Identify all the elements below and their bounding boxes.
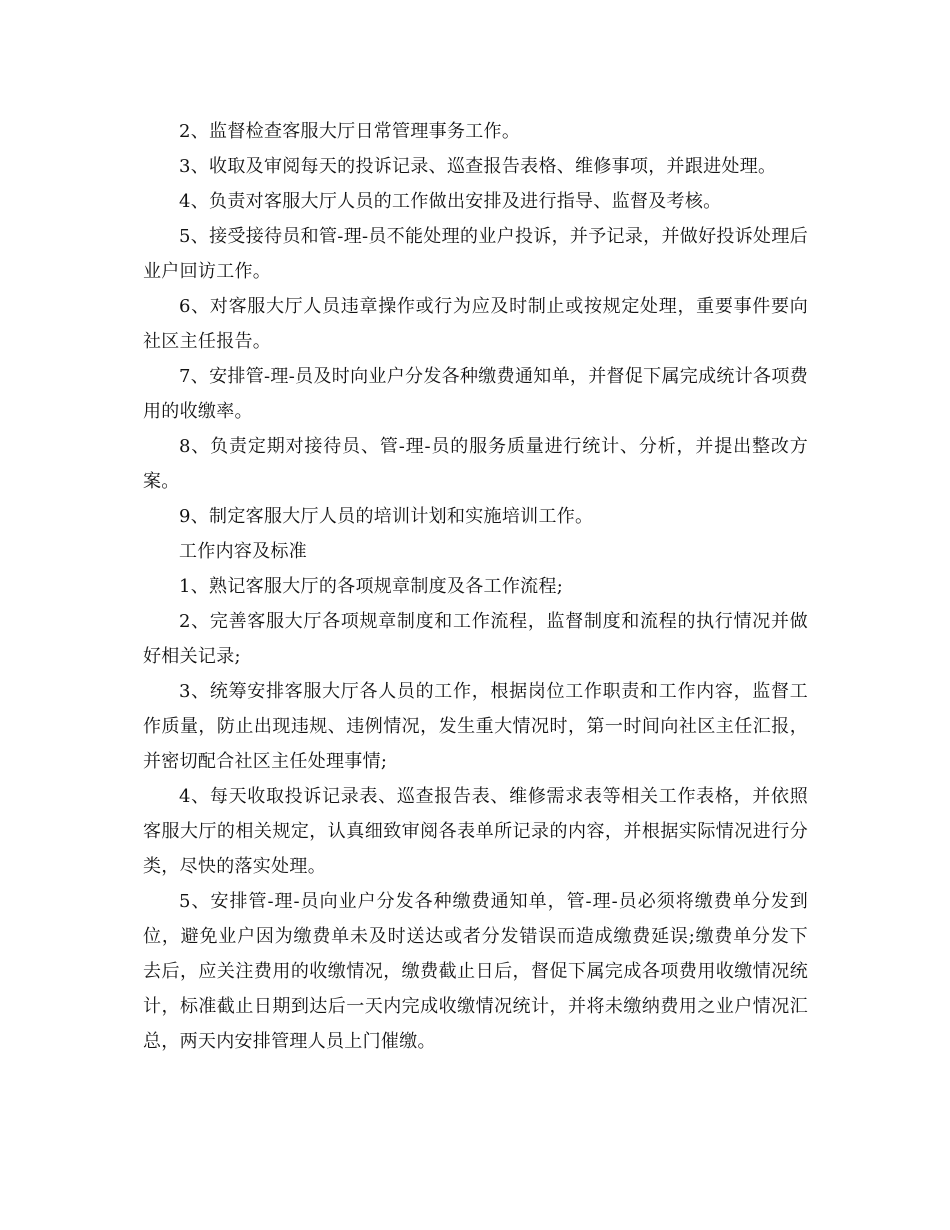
paragraph-duty-6: 6、对客服大厅人员违章操作或行为应及时制止或按规定处理，重要事件要向社区主任报告。 [143,296,808,352]
paragraph-standard-3: 3、统筹安排客服大厅各人员的工作，根据岗位工作职责和工作内容，监督工作质量，防止出现违规、违例情况，发生重大情况时，第一时间向社区主任汇报，并密切配合社区主任处理事情; [143,681,808,772]
paragraph-standard-2: 2、完善客服大厅各项规章制度和工作流程，监督制度和流程的执行情况并做好相关记录; [143,611,808,667]
document-body [143,114,808,1059]
paragraph-duty-9: 9、制定客服大厅人员的培训计划和实施培训工作。 [179,506,594,527]
paragraph-standard-5: 5、安排管-理-员向业户分发各种缴费通知单，管-理-员必须将缴费单分发到位，避免业户因为缴费单未及时送达或者分发错误而造成缴费延误;缴费单分发下去后，应关注费用的收缴情况，缴费截止日后，督促下属完成各项费用收缴情况统计，标准截止日期到达后一天内完成收缴情况统计，并将未缴纳费用之业户情况汇总，两天内安排管理人员上门催缴。 [143,891,808,1052]
paragraph-standard-1: 1、熟记客服大厅的各项规章制度及各工作流程; [179,576,564,597]
paragraph-duty-7: 7、安排管-理-员及时向业户分发各种缴费通知单，并督促下属完成统计各项费用的收缴率。 [143,366,808,422]
paragraph-duty-2: 2、监督检查客服大厅日常管理事务工作。 [179,121,521,142]
paragraph-duty-5: 5、接受接待员和管-理-员不能处理的业户投诉，并予记录，并做好投诉处理后业户回访工作。 [143,226,808,282]
section-heading: 工作内容及标准 [179,541,308,562]
paragraph-duty-4: 4、负责对客服大厅人员的工作做出安排及进行指导、监督及考核。 [179,191,722,212]
paragraph-duty-3: 3、收取及审阅每天的投诉记录、巡查报告表格、维修事项，并跟进处理。 [179,156,777,177]
paragraph-duty-8: 8、负责定期对接待员、管-理-员的服务质量进行统计、分析，并提出整改方案。 [143,436,808,492]
paragraph-standard-4: 4、每天收取投诉记录表、巡查报告表、维修需求表等相关工作表格，并依照客服大厅的相关规定，认真细致审阅各表单所记录的内容，并根据实际情况进行分类，尽快的落实处理。 [143,786,808,877]
